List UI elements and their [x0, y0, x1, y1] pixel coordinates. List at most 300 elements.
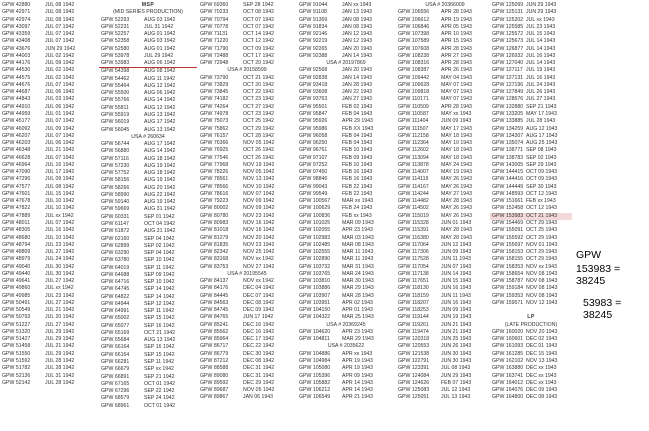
production-date: OCT 07 1942 — [243, 16, 275, 23]
table-row — [396, 293, 494, 300]
table-row — [396, 358, 494, 365]
table-row — [297, 205, 395, 212]
serial-number: GPW 64716 — [101, 279, 130, 286]
table-row — [396, 387, 494, 394]
table-row — [99, 272, 197, 279]
table-row — [490, 82, 572, 89]
table-row — [297, 271, 395, 278]
table-row — [99, 53, 197, 60]
production-date: JUL 31 1942 — [45, 372, 75, 379]
table-row — [297, 191, 395, 198]
table-row — [396, 67, 494, 74]
serial-number: GPW 49860 — [2, 285, 31, 292]
serial-number: GPW 134259 — [492, 125, 524, 132]
annotation-equation-1: 153983 = 38245 — [576, 263, 621, 287]
production-date: JUL 29 1942 — [144, 52, 174, 59]
production-date: JUN 21 1943 — [441, 321, 472, 328]
table-row — [490, 155, 572, 162]
table-row — [396, 198, 494, 205]
table-row — [297, 394, 395, 401]
production-date: JUL xx 1942 — [45, 212, 74, 219]
production-date: SEP 14 1942 — [144, 286, 175, 293]
serial-number: GPW 134307 — [492, 132, 524, 139]
serial-number: GPW 108387 — [398, 67, 430, 74]
production-date: JUL 09 1942 — [45, 176, 75, 183]
serial-number: GPW 125099 — [492, 2, 524, 8]
production-date: OCT 12 1942 — [243, 38, 275, 45]
serial-number: GPW 51227 — [2, 321, 31, 328]
production-date: FEB 24 1943 — [342, 205, 373, 212]
table-row — [99, 177, 197, 184]
production-date: AUG 25 1943 — [526, 140, 558, 147]
serial-number: GPW 155091 — [492, 227, 524, 234]
table-row — [396, 351, 494, 358]
serial-number: GPW 66281 — [101, 359, 130, 366]
production-date: JUN 15 1943 — [441, 278, 472, 285]
serial-number: GPW 93763 — [299, 96, 328, 103]
production-date: JUL 13 1943 — [441, 394, 471, 401]
production-date: SEP 29 1943 — [526, 161, 557, 168]
table-row — [99, 395, 197, 402]
production-date: AUG 22 1942 — [144, 191, 176, 198]
production-date: MAY 18 1943 — [441, 147, 472, 154]
serial-number: GPW 84745 — [200, 307, 229, 314]
table-row — [99, 38, 197, 45]
serial-number: GPW 114502 — [398, 205, 429, 212]
production-date: NOV 05 1942 — [243, 140, 275, 147]
production-date: FEB xx 1943 — [526, 198, 556, 205]
production-date: JUL 06 1942 — [45, 140, 75, 147]
production-date: FEB XX 1943 — [342, 125, 374, 132]
production-date: FEB 02 1943 — [342, 103, 373, 110]
production-date: OCT 09 1942 — [243, 45, 275, 52]
production-date: JUL 14 1943 — [526, 45, 556, 52]
serial-number: GPW 44959 — [2, 110, 31, 117]
production-date: FEB 22 1943 — [342, 183, 373, 190]
production-date: JUL 02 1942 — [45, 74, 75, 81]
serial-number: GPW 117306 — [398, 249, 429, 256]
highlighted-row — [99, 60, 197, 68]
table-row — [396, 118, 494, 125]
production-date: OCT 28 1942 — [243, 132, 275, 139]
serial-number: GPW 44910 — [2, 103, 31, 110]
table-row — [99, 228, 197, 235]
serial-number: GPW 46203 — [2, 140, 31, 147]
production-date: JUL 28 1942 — [45, 365, 75, 372]
production-date: JUN 30 1943 — [441, 358, 472, 365]
table-row — [0, 147, 98, 154]
serial-number: GPW 115328 — [398, 219, 429, 226]
serial-number: GPW 106549 — [299, 394, 331, 401]
serial-number: GPW 95986 — [299, 125, 328, 132]
table-row — [297, 373, 395, 380]
serial-number: GPW 138771 — [492, 147, 524, 154]
serial-number: GPW 84765 — [200, 314, 229, 321]
production-date: MAY 04 1943 — [441, 74, 472, 81]
highlighted-row — [490, 213, 572, 220]
serial-number: GPW 62160 — [101, 235, 130, 242]
serial-number: GPW 55500 — [101, 90, 130, 97]
production-date: MAR xx 1943 — [342, 198, 374, 205]
serial-number: GPW 107589 — [398, 38, 430, 45]
production-date: APR xx 1943 — [342, 350, 373, 357]
serial-number: GPW 51320 — [2, 328, 31, 335]
table-row — [99, 83, 197, 90]
table-row — [0, 24, 98, 31]
serial-number: GPW 65002 — [101, 315, 130, 322]
table-row — [490, 111, 572, 118]
section-note-text: (LATE PRODUCTION) — [504, 321, 558, 328]
serial-number: GPW 84137 — [200, 278, 229, 285]
production-date: AUG 19 1942 — [144, 162, 176, 169]
table-row — [490, 373, 572, 380]
production-date: OCT 04 1942 — [144, 220, 176, 227]
serial-number: GPW 43097 — [2, 23, 31, 30]
serial-number: GPW 152458 — [492, 205, 524, 212]
table-row — [198, 133, 296, 140]
serial-number: GPW 91108 — [299, 9, 327, 16]
table-row — [490, 336, 572, 343]
table-row — [198, 126, 296, 133]
table-row — [490, 256, 572, 263]
serial-column-1 — [0, 2, 98, 387]
serial-number: GPW 100629 — [299, 205, 331, 212]
table-row — [490, 220, 572, 227]
table-row — [0, 104, 98, 111]
table-row — [396, 249, 494, 256]
serial-number: GPW 89080 — [200, 372, 229, 379]
production-date: DEC 09 1943 — [526, 387, 558, 394]
serial-number: GPW 64688 — [101, 271, 130, 278]
production-date: JAN 20 1943 — [342, 67, 372, 74]
production-date: FEB 10 1943 — [342, 147, 373, 154]
table-row — [396, 96, 494, 103]
serial-number: GPW 113878 — [398, 161, 429, 168]
production-date: AUG 19 1942 — [144, 199, 176, 206]
serial-number: GPW 64944 — [101, 300, 130, 307]
table-row — [490, 104, 572, 111]
production-date: JUL 14 1943 — [526, 38, 556, 45]
serial-number: GPW 85241 — [200, 321, 229, 328]
production-date: MAY xx 1943 — [441, 110, 472, 117]
table-row — [396, 242, 494, 249]
table-row — [490, 205, 572, 212]
production-date: APR 19 1943 — [441, 16, 472, 23]
serial-number: GPW 111404 — [398, 118, 429, 125]
table-row — [99, 163, 197, 170]
production-date: JUL 08 1942 — [45, 183, 75, 190]
table-row — [0, 336, 98, 343]
production-date: NOV 13 1943 — [526, 358, 558, 365]
serial-number: GPW 57230 — [101, 162, 130, 169]
section-note-text: USA # 20158599 — [227, 67, 267, 74]
serial-number: GPW 60331 — [101, 213, 130, 220]
production-date: OCT 22 1942 — [243, 89, 275, 96]
serial-number: GPW 114244 — [398, 190, 429, 197]
serial-number: GPW 76157 — [200, 132, 229, 139]
table-row — [99, 265, 197, 272]
table-row — [396, 31, 494, 38]
table-row — [297, 220, 395, 227]
serial-number: GPW 85964 — [200, 336, 229, 343]
production-date: MAY 07 1943 — [441, 96, 472, 103]
table-row — [490, 249, 572, 256]
production-date: AUG 13 1942 — [144, 126, 176, 133]
table-row — [99, 323, 197, 330]
production-date: OCT 01 1942 — [144, 402, 176, 409]
table-row — [490, 2, 572, 9]
serial-number: GPW 45177 — [2, 118, 31, 125]
table-row — [198, 322, 296, 329]
table-row — [0, 111, 98, 118]
serial-number: GPW 125083 — [398, 387, 430, 394]
production-date: JAN xx 1943 — [342, 2, 372, 8]
production-date: JUL 23 1942 — [45, 241, 75, 248]
table-row — [99, 192, 197, 199]
production-date: SEP 02 1942 — [144, 242, 175, 249]
table-row — [198, 38, 296, 45]
serial-number: GPW 127196 — [492, 81, 524, 88]
section-note — [297, 322, 395, 329]
production-date: JUL 16 1943 — [526, 74, 556, 81]
serial-number: GPW 73829 — [200, 81, 229, 88]
production-date: FEB 04 1943 — [342, 140, 373, 147]
table-row — [396, 373, 494, 380]
serial-number: GPW 102055 — [299, 227, 331, 234]
table-row — [297, 293, 395, 300]
serial-number: GPW 64019 — [101, 264, 130, 271]
table-row — [396, 140, 494, 147]
serial-number: GPW 55464 — [101, 82, 130, 89]
table-row — [396, 264, 494, 271]
production-date: JUL 23 1942 — [45, 292, 75, 299]
serial-number: GPW 55811 — [101, 104, 129, 111]
serial-number: GPW 78616 — [200, 190, 229, 197]
serial-number: GPW 138783 — [492, 154, 524, 161]
serial-number: GPW 95501 — [299, 103, 328, 110]
table-row — [396, 336, 494, 343]
table-row — [99, 286, 197, 293]
production-date: JUL 31 1942 — [144, 23, 174, 30]
serial-number: GPW 103886 — [299, 285, 331, 292]
serial-number: GPW 48680 — [2, 234, 31, 241]
production-date: FEB 16 1943 — [342, 169, 373, 176]
production-date: FEB xx 1943 — [342, 212, 372, 219]
serial-number: GPW 106846 — [398, 23, 430, 30]
serial-number: GPW 126877 — [492, 45, 524, 52]
serial-number: GPW 46964 — [2, 161, 31, 168]
serial-number: GPW 81279 — [200, 234, 229, 241]
production-date: JUL 24 1943 — [526, 81, 556, 88]
serial-number: GPW 119474 — [398, 328, 429, 335]
table-row — [396, 147, 494, 154]
production-date: AUG 17 1943 — [526, 132, 558, 139]
serial-number: GPW 163741 — [492, 372, 524, 379]
production-date: DEC 22 1942 — [243, 343, 275, 350]
table-row — [99, 374, 197, 381]
table-row — [198, 118, 296, 125]
serial-number: GPW 58990 — [101, 191, 130, 198]
production-date: JUL 30 1942 — [45, 263, 75, 270]
serial-number: GPW 127131 — [492, 74, 524, 81]
production-date: MAY 07 1943 — [441, 89, 472, 96]
serial-number: GPW 104811 — [299, 336, 330, 343]
production-date: SEP 10 1942 — [144, 279, 175, 286]
serial-number: GPW 104150 — [299, 307, 331, 314]
table-row — [198, 104, 296, 111]
production-date: JUL 01 1942 — [45, 110, 75, 117]
serial-number: GPW 107398 — [398, 31, 430, 38]
production-date: FEB 16 1943 — [342, 176, 373, 183]
serial-number: GPW 164076 — [492, 387, 524, 394]
production-date: DEC xx 1943 — [526, 372, 557, 379]
table-row — [396, 220, 494, 227]
table-row — [198, 358, 296, 365]
serial-number: GPW 108238 — [398, 52, 430, 59]
table-row — [198, 17, 296, 24]
table-row — [99, 243, 197, 250]
serial-number: GPW 49985 — [2, 292, 31, 299]
production-date: JUL 27 1942 — [45, 321, 75, 328]
serial-number: GPW 124626 — [398, 379, 430, 386]
table-row — [0, 60, 98, 67]
production-date: JUL 27 1942 — [45, 299, 75, 306]
serial-number: GPW 89592 — [200, 379, 229, 386]
production-date: MAR 31 1943 — [342, 263, 374, 270]
table-row — [396, 17, 494, 24]
serial-number: GPW 125673 — [492, 38, 524, 45]
spacer-row — [490, 307, 572, 314]
serial-number: GPW 51782 — [2, 365, 31, 372]
production-date: SEP 16 1942 — [144, 322, 175, 329]
serial-number: GPW 112158 — [398, 132, 429, 139]
production-date: AUG 18 1942 — [144, 170, 176, 177]
production-date: OCT 20 1942 — [243, 60, 275, 67]
production-date: AUG 14 1942 — [144, 148, 176, 155]
production-date: JUN 11 1943 — [441, 256, 471, 263]
table-row — [0, 75, 98, 82]
table-row — [396, 104, 494, 111]
serial-number: GPW 103810 — [299, 278, 331, 285]
table-row — [490, 198, 572, 205]
production-date: JUN 21 1943 — [441, 328, 472, 335]
production-date: JAN 27 1943 — [342, 96, 372, 103]
table-row — [198, 220, 296, 227]
production-date: OCT 14 1942 — [243, 31, 275, 38]
table-row — [297, 235, 395, 242]
serial-number: GPW 160020 — [492, 328, 524, 335]
table-row — [297, 387, 395, 394]
production-date: OCT 12 1943 — [526, 190, 558, 197]
table-row — [198, 329, 296, 336]
serial-number: GPW 112602 — [398, 147, 429, 154]
production-date: SEP 15 1942 — [144, 351, 175, 358]
production-date: AUG 01 1942 — [144, 31, 176, 38]
table-row — [198, 380, 296, 387]
production-date: AUG 12 1943 — [526, 125, 558, 132]
table-row — [99, 199, 197, 206]
serial-number: GPW 65684 — [101, 337, 130, 344]
serial-number: GPW 89687 — [200, 387, 229, 394]
serial-number: GPW 135074 — [492, 140, 524, 147]
table-row — [0, 365, 98, 372]
serial-number: GPW 43408 — [2, 38, 31, 45]
serial-number: GPW 158153 — [492, 249, 524, 256]
table-row — [99, 46, 197, 53]
table-row — [99, 185, 197, 192]
table-row — [99, 156, 197, 163]
serial-number: GPW 151661 — [492, 198, 524, 205]
production-date: JUN 25 1943 — [441, 336, 472, 343]
production-date: JUL 16 1942 — [45, 227, 75, 234]
production-date: DEC 15 1943 — [526, 350, 558, 357]
production-date: DEC 01 1943 — [526, 343, 558, 350]
table-row — [490, 358, 572, 365]
section-header-text: MSP — [141, 2, 155, 8]
production-date: NOV 05 1942 — [243, 387, 275, 394]
production-date: NOV 05 1942 — [243, 169, 275, 176]
serial-number: GPW 117651 — [398, 278, 429, 285]
serial-number: GPW 78566 — [200, 183, 229, 190]
production-date: JUN 29 1942 — [45, 45, 76, 52]
production-date: JUL 19 1943 — [526, 67, 556, 74]
production-date: SEP 12 1942 — [144, 300, 175, 307]
serial-number: GPW 50491 — [2, 299, 31, 306]
table-row — [99, 330, 197, 337]
table-row — [297, 140, 395, 147]
serial-number: GPW 53983 — [101, 60, 130, 67]
section-note-text: USA # 20195545 — [227, 270, 267, 277]
table-row — [0, 96, 98, 103]
table-row — [396, 60, 494, 67]
serial-number: GPW 123391 — [398, 365, 430, 372]
serial-number: GPW 132880 — [492, 103, 524, 110]
serial-number: GPW 48011 — [2, 219, 30, 226]
section-note-text: (MID SERIES PRODUCTION) — [113, 9, 183, 16]
table-row — [0, 351, 98, 358]
serial-number: GPW 47577 — [2, 183, 31, 190]
table-row — [0, 155, 98, 162]
table-row — [0, 322, 98, 329]
table-row — [99, 257, 197, 264]
table-row — [297, 358, 395, 365]
production-date: SEP 11 1942 — [144, 359, 175, 366]
production-date: SEP 11 1942 — [144, 264, 175, 271]
table-row — [297, 336, 395, 343]
serial-number: GPW 52136 — [2, 372, 31, 379]
serial-number: GPW 56880 — [101, 148, 130, 155]
serial-number: GPW 96058 — [299, 132, 328, 139]
production-date: NOV 19 1942 — [243, 161, 275, 168]
serial-number: GPW 158155 — [492, 256, 524, 263]
serial-number: GPW 99043 — [299, 183, 328, 190]
serial-number: GPW 66164 — [101, 344, 130, 351]
section-note — [198, 271, 296, 278]
serial-number: GPW 78226 — [200, 169, 229, 176]
serial-number: GPW 50793 — [2, 314, 31, 321]
production-date: APR 19 1943 — [342, 365, 373, 372]
serial-number: GPW 68579 — [101, 395, 130, 402]
serial-number: GPW 67165 — [101, 380, 130, 387]
serial-number: GPW 54398 — [101, 68, 130, 75]
production-date: JUL 08 1942 — [45, 2, 75, 8]
table-row — [396, 82, 494, 89]
table-row — [198, 2, 296, 9]
table-row — [490, 271, 572, 278]
production-date: APR 09 1943 — [342, 372, 373, 379]
serial-number: GPW 47601 — [2, 190, 31, 197]
serial-number: GPW 77546 — [200, 154, 229, 161]
